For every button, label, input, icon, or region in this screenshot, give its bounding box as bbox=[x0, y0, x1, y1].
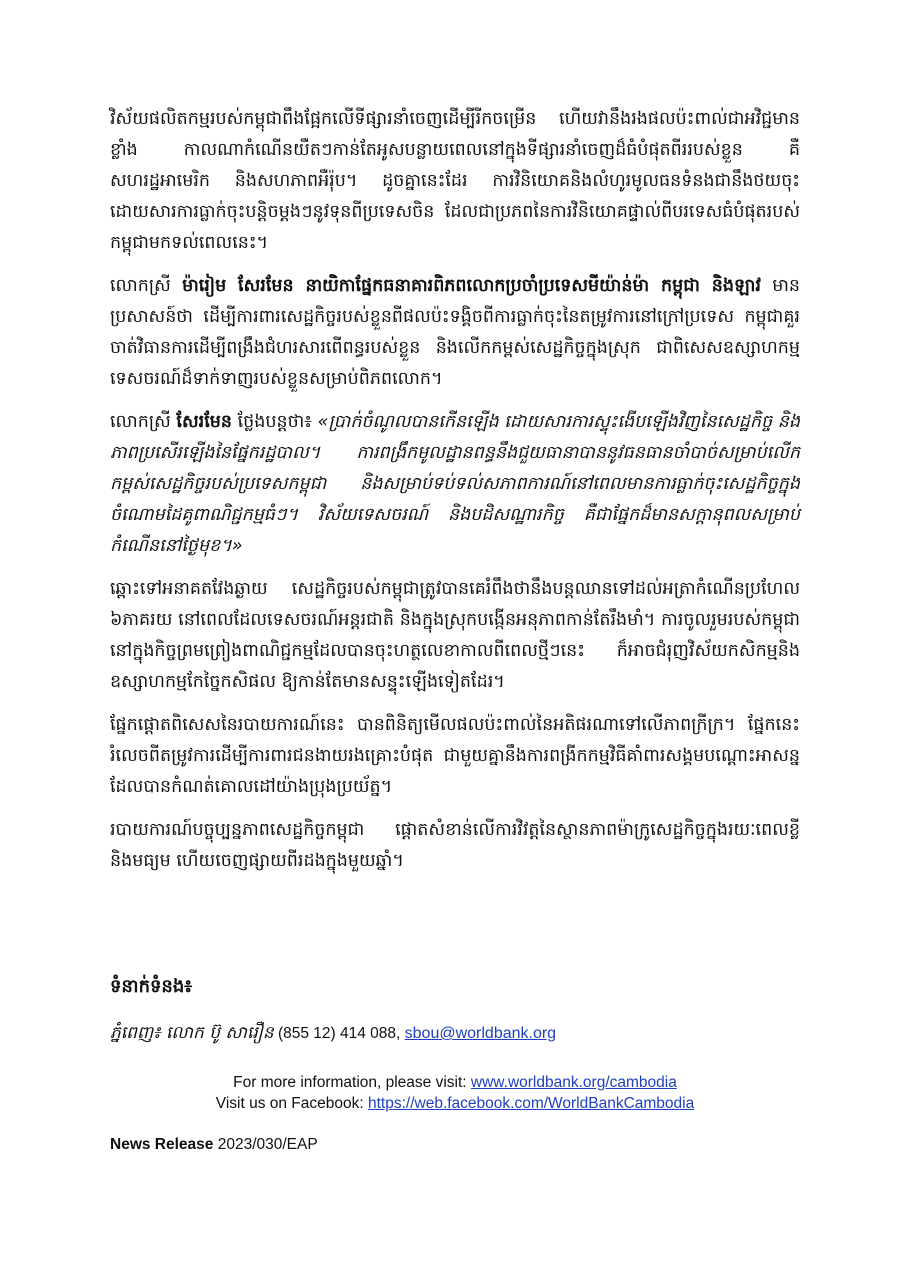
paragraph-director-statement bbox=[110, 271, 800, 395]
paragraph-manufacturing bbox=[110, 104, 800, 259]
director-name-title: ម៉ារៀម សែរមែន នាយិកាផ្នែកធនាគារពិភពលោកប្រចាំប្រទេសមីយ៉ាន់ម៉ា កម្ពុជា និងឡាវ bbox=[182, 276, 761, 296]
facebook-label: Visit us on Facebook: bbox=[215, 1095, 368, 1112]
news-release-number: 2023/030/EAP bbox=[213, 1136, 318, 1153]
paragraph-text: របាយការណ៍បច្ចុប្បន្នភាពសេដ្ឋកិច្ចកម្ពុជា ផ្តោតសំខាន់លើការវិវត្តនៃស្ថានភាពម៉ាក្រូសេដ្ឋកិច្ចក្នុងរយៈពេលខ្លី និងមធ្យម ហើយចេញផ្សាយពីរដងក្នុងមួយឆ្នាំ។ bbox=[110, 820, 800, 871]
website-label: For more information, please visit: bbox=[233, 1074, 471, 1091]
paragraph-director-quote bbox=[110, 407, 800, 562]
director-surname: សែរមែន bbox=[176, 412, 232, 432]
contact-phone: (855 12) 414 088, bbox=[273, 1025, 405, 1042]
contact-line bbox=[110, 1022, 556, 1047]
press-release-body bbox=[110, 104, 800, 889]
paragraph-report-description bbox=[110, 815, 800, 877]
website-link[interactable]: www.worldbank.org/cambodia bbox=[470, 1074, 677, 1091]
director-quote: «ប្រាក់ចំណូលបានកើនឡើង ដោយសារការស្ទុះងើបឡើងវិញនៃសេដ្ឋកិច្ច និងភាពប្រសើរឡើងនៃផ្នែករដ្ឋបាល។ ការពង្រឹកមូលដ្ឋានពន្ធនឹងជួយធានាបាននូវធនធានចាំបាច់សម្រាប់លើកកម្ពស់សេដ្ឋកិច្ចរបស់ប្រទេសកម្ពុជា និងសម្រាប់ទប់ទល់សភាពការណ៍នៅពេលមានការធ្លាក់ចុះសេដ្ឋកិច្ចក្នុងចំណោមដៃគូពាណិជ្ជកម្មធំៗ។ វិស័យទេសចរណ៍ និងបដិសណ្ឋារកិច្ច គឺជាផ្នែកដ៏មានសក្តានុពលសម្រាប់កំណើននៅថ្ងៃមុខ។» bbox=[110, 412, 800, 556]
facebook-link[interactable]: https://web.facebook.com/WorldBankCambodia bbox=[367, 1095, 695, 1112]
more-info-block bbox=[110, 1072, 800, 1114]
paragraph-special-focus bbox=[110, 710, 800, 803]
paragraph-text: មានប្រសាសន៍ថា ដើម្បីការពារសេដ្ឋកិច្ចរបស់ខ្លួនពីផលប៉ះទង្គិចពីការធ្លាក់ចុះនៃតម្រូវការនៅក្រៅប្រទេស កម្ពុជាគួរចាត់វិធានការដើម្បីពង្រឹងជំហរសារពើពន្ធរបស់ខ្លួន និងលើកកម្ពស់សេដ្ឋកិច្ចក្នុងស្រុក ជាពិសេសឧស្សាហកម្មទេសចរណ៍ដ៏ទាក់ទាញរបស់ខ្លួនសម្រាប់ពិភពលោក។ bbox=[110, 276, 800, 389]
paragraph-text: ផ្នែកផ្តោតពិសេសនៃរបាយការណ៍នេះ បានពិនិត្យមើលផលប៉ះពាល់នៃអតិផរណាទៅលើភាពក្រីក្រ។ ផ្នែកនេះរំលេចពីតម្រូវការដើម្បីការពារជនងាយរងគ្រោះបំផុត ជាមួយគ្នានឹងការពង្រីកកម្មវិធីគាំពារសង្គមបណ្តោះអាសន្នដែលបានកំណត់គោលដៅយ៉ាងប្រុងប្រយ័ត្ន។ bbox=[110, 715, 800, 797]
more-info-facebook-line bbox=[110, 1093, 800, 1114]
contact-city-name: ភ្នំពេញ៖ លោក ប៊ូ សារឿន bbox=[110, 1023, 274, 1043]
paragraph-lead: លោកស្រី bbox=[110, 276, 183, 296]
paragraph-lead: លោកស្រី bbox=[110, 412, 177, 432]
contact-heading: ទំនាក់ទំនង៖ bbox=[110, 976, 193, 997]
paragraph-text: ថ្លែងបន្តថា៖ bbox=[231, 412, 318, 432]
paragraph-text: វិស័យផលិតកម្មរបស់កម្ពុជាពឹងផ្អែកលើទីផ្សារនាំចេញដើម្បីរីកចម្រើន ហើយវានឹងរងផលប៉ះពាល់ជាអវិជ្ជមានខ្លាំង កាលណាកំណើនយឺតៗកាន់តែអូសបន្លាយពេលនៅក្នុងទីផ្សារនាំចេញដ៏ធំបំផុតពីររបស់ខ្លួន គឺសហរដ្ឋអាមេរិក និងសហភាពអឺរ៉ុប។ ដូចគ្នានេះដែរ ការវិនិយោគនិងលំហូរមូលធនទំនងជានឹងថយចុះ ដោយសារការធ្លាក់ចុះបន្តិចម្តងៗនូវទុនពីប្រទេសចិន ដែលជាប្រភពនៃការវិនិយោគផ្ទាល់ពីបរទេសធំបំផុតរបស់កម្ពុជាមកទល់ពេលនេះ។ bbox=[110, 109, 800, 253]
more-info-website-line bbox=[110, 1072, 800, 1093]
paragraph-outlook bbox=[110, 574, 800, 698]
paragraph-text: ឆ្ពោះទៅអនាគតវែងឆ្ងាយ សេដ្ឋកិច្ចរបស់កម្ពុជាត្រូវបានគេរំពឹងថានឹងបន្តឈានទៅដល់អត្រាកំណើនប្រហែល ៦ភាគរយ នៅពេលដែលទេសចរណ៍អន្តរជាតិ និងក្នុងស្រុកបង្កើនអនុភាពកាន់តែរឹងមាំ។ ការចូលរួមរបស់កម្ពុជានៅក្នុងកិច្ចព្រមព្រៀងពាណិជ្ជកម្មដែលបានចុះហត្ថលេខាកាលពីពេលថ្មីៗនេះ ក៏អាចជំរុញវិស័យកសិកម្មនិងឧស្សាហកម្មកែច្នៃកសិផល ឱ្យកាន់តែមានសន្ទុះឡើងទៀតដែរ។ bbox=[110, 579, 800, 692]
news-release-label: News Release bbox=[110, 1136, 214, 1153]
news-release-id bbox=[110, 1136, 318, 1154]
contact-email-link[interactable]: sbou@worldbank.org bbox=[404, 1025, 557, 1042]
